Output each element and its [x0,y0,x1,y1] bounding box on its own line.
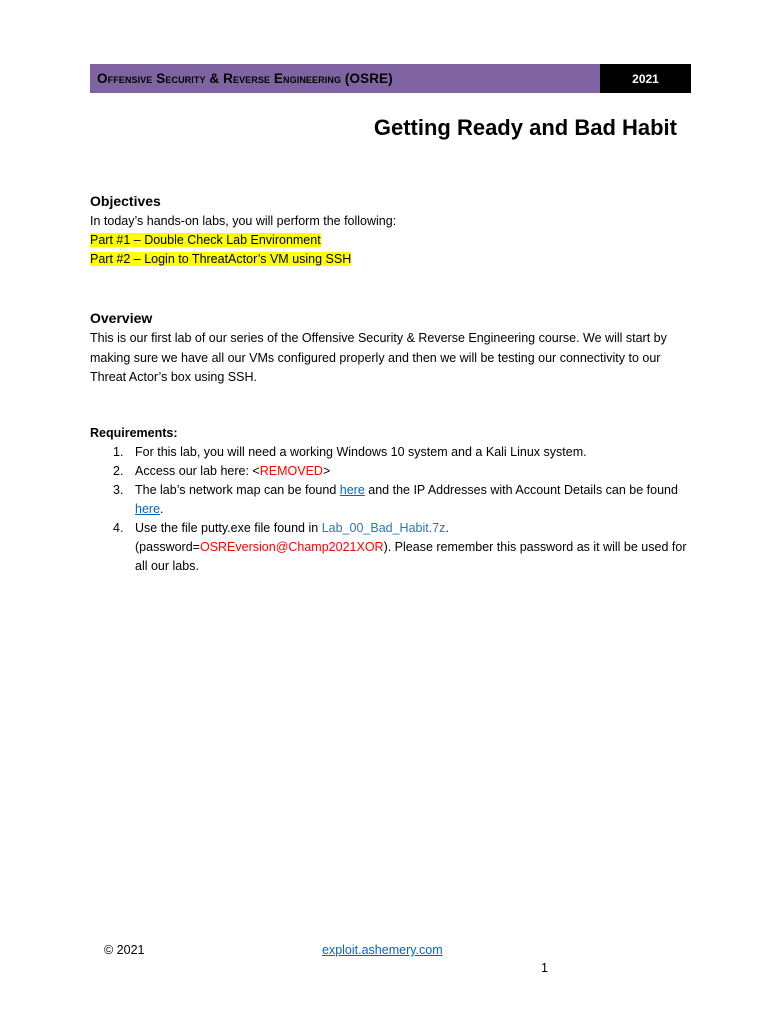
requirements-list [90,443,690,576]
list-item [90,481,690,519]
list-item [90,462,690,481]
list-item-text [135,519,690,576]
footer-website-link[interactable]: exploit.ashemery.com [322,943,443,957]
network-map-link[interactable]: here [339,483,365,497]
lab-archive-filename: Lab_00_Bad_Habit.7z [321,521,446,535]
objective-part-1-text: Part #1 – Double Check Lab Environment [90,233,321,247]
putty-text: Use the file putty.exe file found in [135,521,322,535]
account-details-text: and the IP Addresses with Account Details can be found [364,483,678,497]
list-item-text [135,481,690,519]
overview-text: This is our first lab of our series of the Offensive Security & Reverse Engineering course. We will start by making sure we have all our VMs configured properly and then we will be testing our connectivity to our Threat Actor’s box using SSH. [90,331,667,384]
page-number: 1 [541,961,548,975]
list-item [90,519,690,576]
list-item-text: For this lab, you will need a working Windows 10 system and a Kali Linux system. [135,445,587,459]
header-year: 2021 [632,71,659,86]
footer-copyright: © 2021 [104,943,145,957]
header-title: Offensive Security & Reverse Engineering (OSRE) [97,71,393,86]
list-number: 3. [113,483,124,497]
removed-placeholder: REMOVED [259,464,323,478]
password-note: ). Please remember this password as it will be used for all our labs. [135,540,687,573]
objective-part-2-text: Part #2 – Login to ThreatActor’s VM using SSH [90,252,352,266]
header-bar [90,64,691,93]
network-map-text: The lab’s network map can be found [135,483,340,497]
document-title: Getting Ready and Bad Habit [373,115,677,140]
account-details-link[interactable]: here [135,502,161,516]
archive-password: OSREversion@Champ2021XOR [199,540,384,554]
objective-part-2 [90,250,351,269]
objective-part-1 [90,231,321,250]
list-item-text [135,462,690,481]
password-prefix: (password= [135,540,200,554]
header-title-box [90,64,600,93]
period: . [445,521,449,535]
list-number: 1. [113,445,124,459]
overview-heading: Overview [90,310,153,326]
requirements-heading: Requirements: [90,426,178,440]
lab-access-prefix: Access our lab here: < [135,464,260,478]
list-number: 4. [113,521,124,535]
list-number: 2. [113,464,124,478]
objectives-heading: Objectives [90,193,161,209]
header-year-box [600,64,691,93]
period: . [160,502,164,516]
objectives-intro: In today’s hands-on labs, you will perform the following: [90,214,397,228]
lab-access-suffix: > [322,464,331,478]
list-item [90,443,690,462]
